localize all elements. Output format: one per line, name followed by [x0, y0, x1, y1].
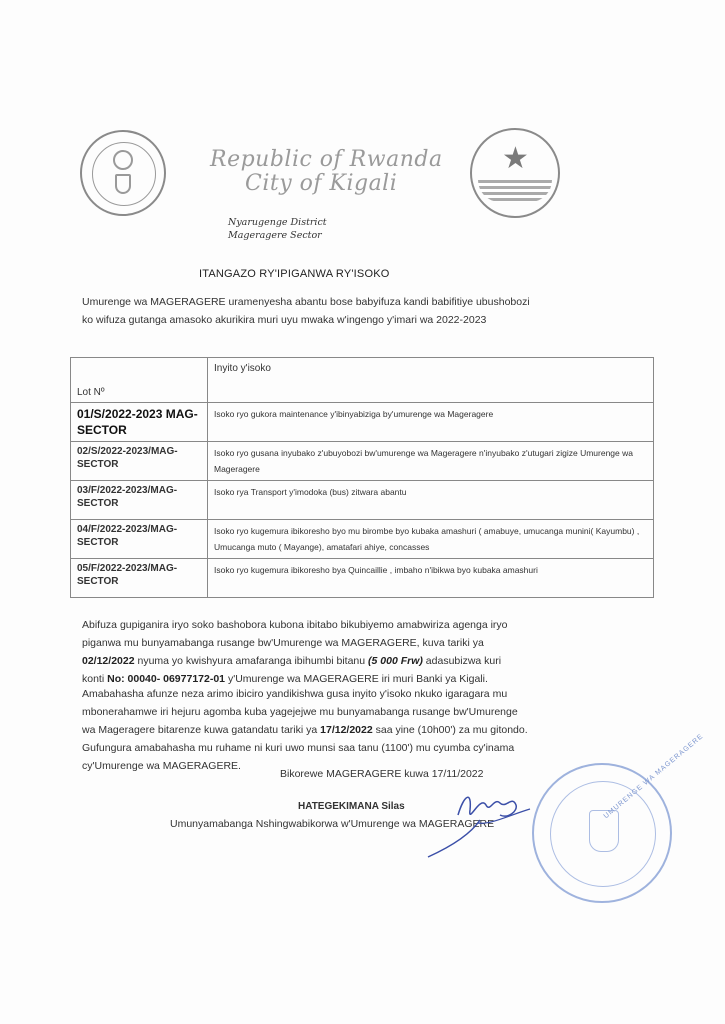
purchase-line-2: piganwa mu bunyamabanga rusange bw'Umurenge wa MAGERAGERE, kuva tariki ya: [82, 637, 484, 649]
purchase-line-1: Abifuza gupiganira iryo soko bashobora kubona ibitabo bikubiyemo amabwiriza agenga iryo: [82, 619, 508, 631]
lot-description: Isoko rya Transport y'imodoka (bus) zitwara abantu: [208, 481, 654, 520]
lot-number: 01/S/2022-2023 MAG-SECTOR: [71, 403, 208, 442]
fee-amount: (5 000 Frw): [368, 655, 423, 667]
lot-description: Isoko ryo kugemura ibikoresho byo mu birombe byo kubaka amashuri ( amabuye, umucanga munini( Kayumbu) , Umucanga muto ( Mayange), amatafari ahiye, concasses: [208, 520, 654, 559]
lot-description: Isoko ryo gusana inyubako z'ubuyobozi bw'umurenge wa Mageragere n'inyubako z'utugari zigize Umurenge wa Mageragere: [208, 442, 654, 481]
district-block: [228, 216, 327, 242]
intro-line-2: ko wifuza gutanga amasoko akurikira muri uyu mwaka w'ingengo y'imari wa 2022-2023: [82, 314, 487, 326]
handwritten-signature: [420, 775, 560, 865]
signed-date: Bikorewe MAGERAGERE kuwa 17/11/2022: [280, 768, 484, 780]
district-name: Nyarugenge District: [228, 217, 327, 228]
purchase-paragraph: [82, 616, 508, 688]
republic-heading: Republic of Rwanda: [210, 147, 443, 172]
purchase-line-4: konti No: 00040- 06977172-01 y'Umurenge wa MAGERAGERE iri muri Banki ya Kigali.: [82, 673, 488, 685]
table-row: [71, 442, 654, 481]
city-heading: City of Kigali: [245, 171, 398, 196]
kigali-seal-right: [470, 128, 560, 218]
intro-paragraph: [82, 293, 530, 329]
lot-number: 03/F/2022-2023/MAG-SECTOR: [71, 481, 208, 520]
sector-name: Mageragere Sector: [228, 230, 322, 241]
submission-line-5: cy'Umurenge wa MAGERAGERE.: [82, 760, 241, 772]
signer-name: HATEGEKIMANA Silas: [298, 801, 405, 812]
table-row: [71, 520, 654, 559]
lot-number: 02/S/2022-2023/MAG-SECTOR: [71, 442, 208, 481]
table-row: [71, 481, 654, 520]
intro-line-1: Umurenge wa MAGERAGERE uramenyesha abantu bose babyifuza kandi babifitiye ubushobozi: [82, 296, 530, 308]
header-lot-number: Lot Nº: [71, 358, 208, 403]
table-row: [71, 403, 654, 442]
lot-description: Isoko ryo kugemura ibikoresho bya Quincaillie , imbaho n'ibikwa byo kubaka amashuri: [208, 559, 654, 598]
star-icon: ★: [502, 142, 529, 175]
lot-number: 05/F/2022-2023/MAG-SECTOR: [71, 559, 208, 598]
lots-table: [70, 357, 654, 598]
rwanda-seal-left: [80, 130, 166, 216]
stamp-text: UMURENGE WA MAGERAGERE: [602, 732, 705, 821]
submission-line-1: Amabahasha afunze neza arimo ibiciro yandikishwa gusa inyito y'isoko nkuko igaragara mu: [82, 688, 508, 700]
signer-title: Umunyamabanga Nshingwabikorwa w'Umurenge wa MAGERAGERE: [170, 818, 495, 830]
table-header-row: [71, 358, 654, 403]
start-date: 02/12/2022: [82, 655, 135, 667]
table-row: [71, 559, 654, 598]
document-title: ITANGAZO RY'IPIGANWA RY'ISOKO: [199, 268, 390, 280]
lot-number: 04/F/2022-2023/MAG-SECTOR: [71, 520, 208, 559]
purchase-line-3: 02/12/2022 nyuma yo kwishyura amafaranga ibihumbi bitanu (5 000 Frw) adasubizwa kuri: [82, 655, 502, 667]
header-description: Inyito y'isoko: [208, 358, 654, 403]
submission-line-3: wa Mageragere bitarenze kuwa gatandatu tariki ya 17/12/2022 saa yine (10h00') za mu gitondo.: [82, 724, 528, 736]
account-number: No: 00040- 06977172-01: [107, 673, 226, 685]
submission-paragraph: [82, 685, 528, 775]
submission-line-4: Gufungura amabahasha mu ruhame ni kuri uwo munsi saa tanu (1100') mu cyumba cy'inama: [82, 742, 515, 754]
deadline-date: 17/12/2022: [320, 724, 373, 736]
lot-description: Isoko ryo gukora maintenance y'ibinyabiziga by'umurenge wa Mageragere: [208, 403, 654, 442]
submission-line-2: mbonerahamwe iri hejuru agomba kuba yagejejwe mu bunyamabanga rusange bw'Umurenge: [82, 706, 518, 718]
